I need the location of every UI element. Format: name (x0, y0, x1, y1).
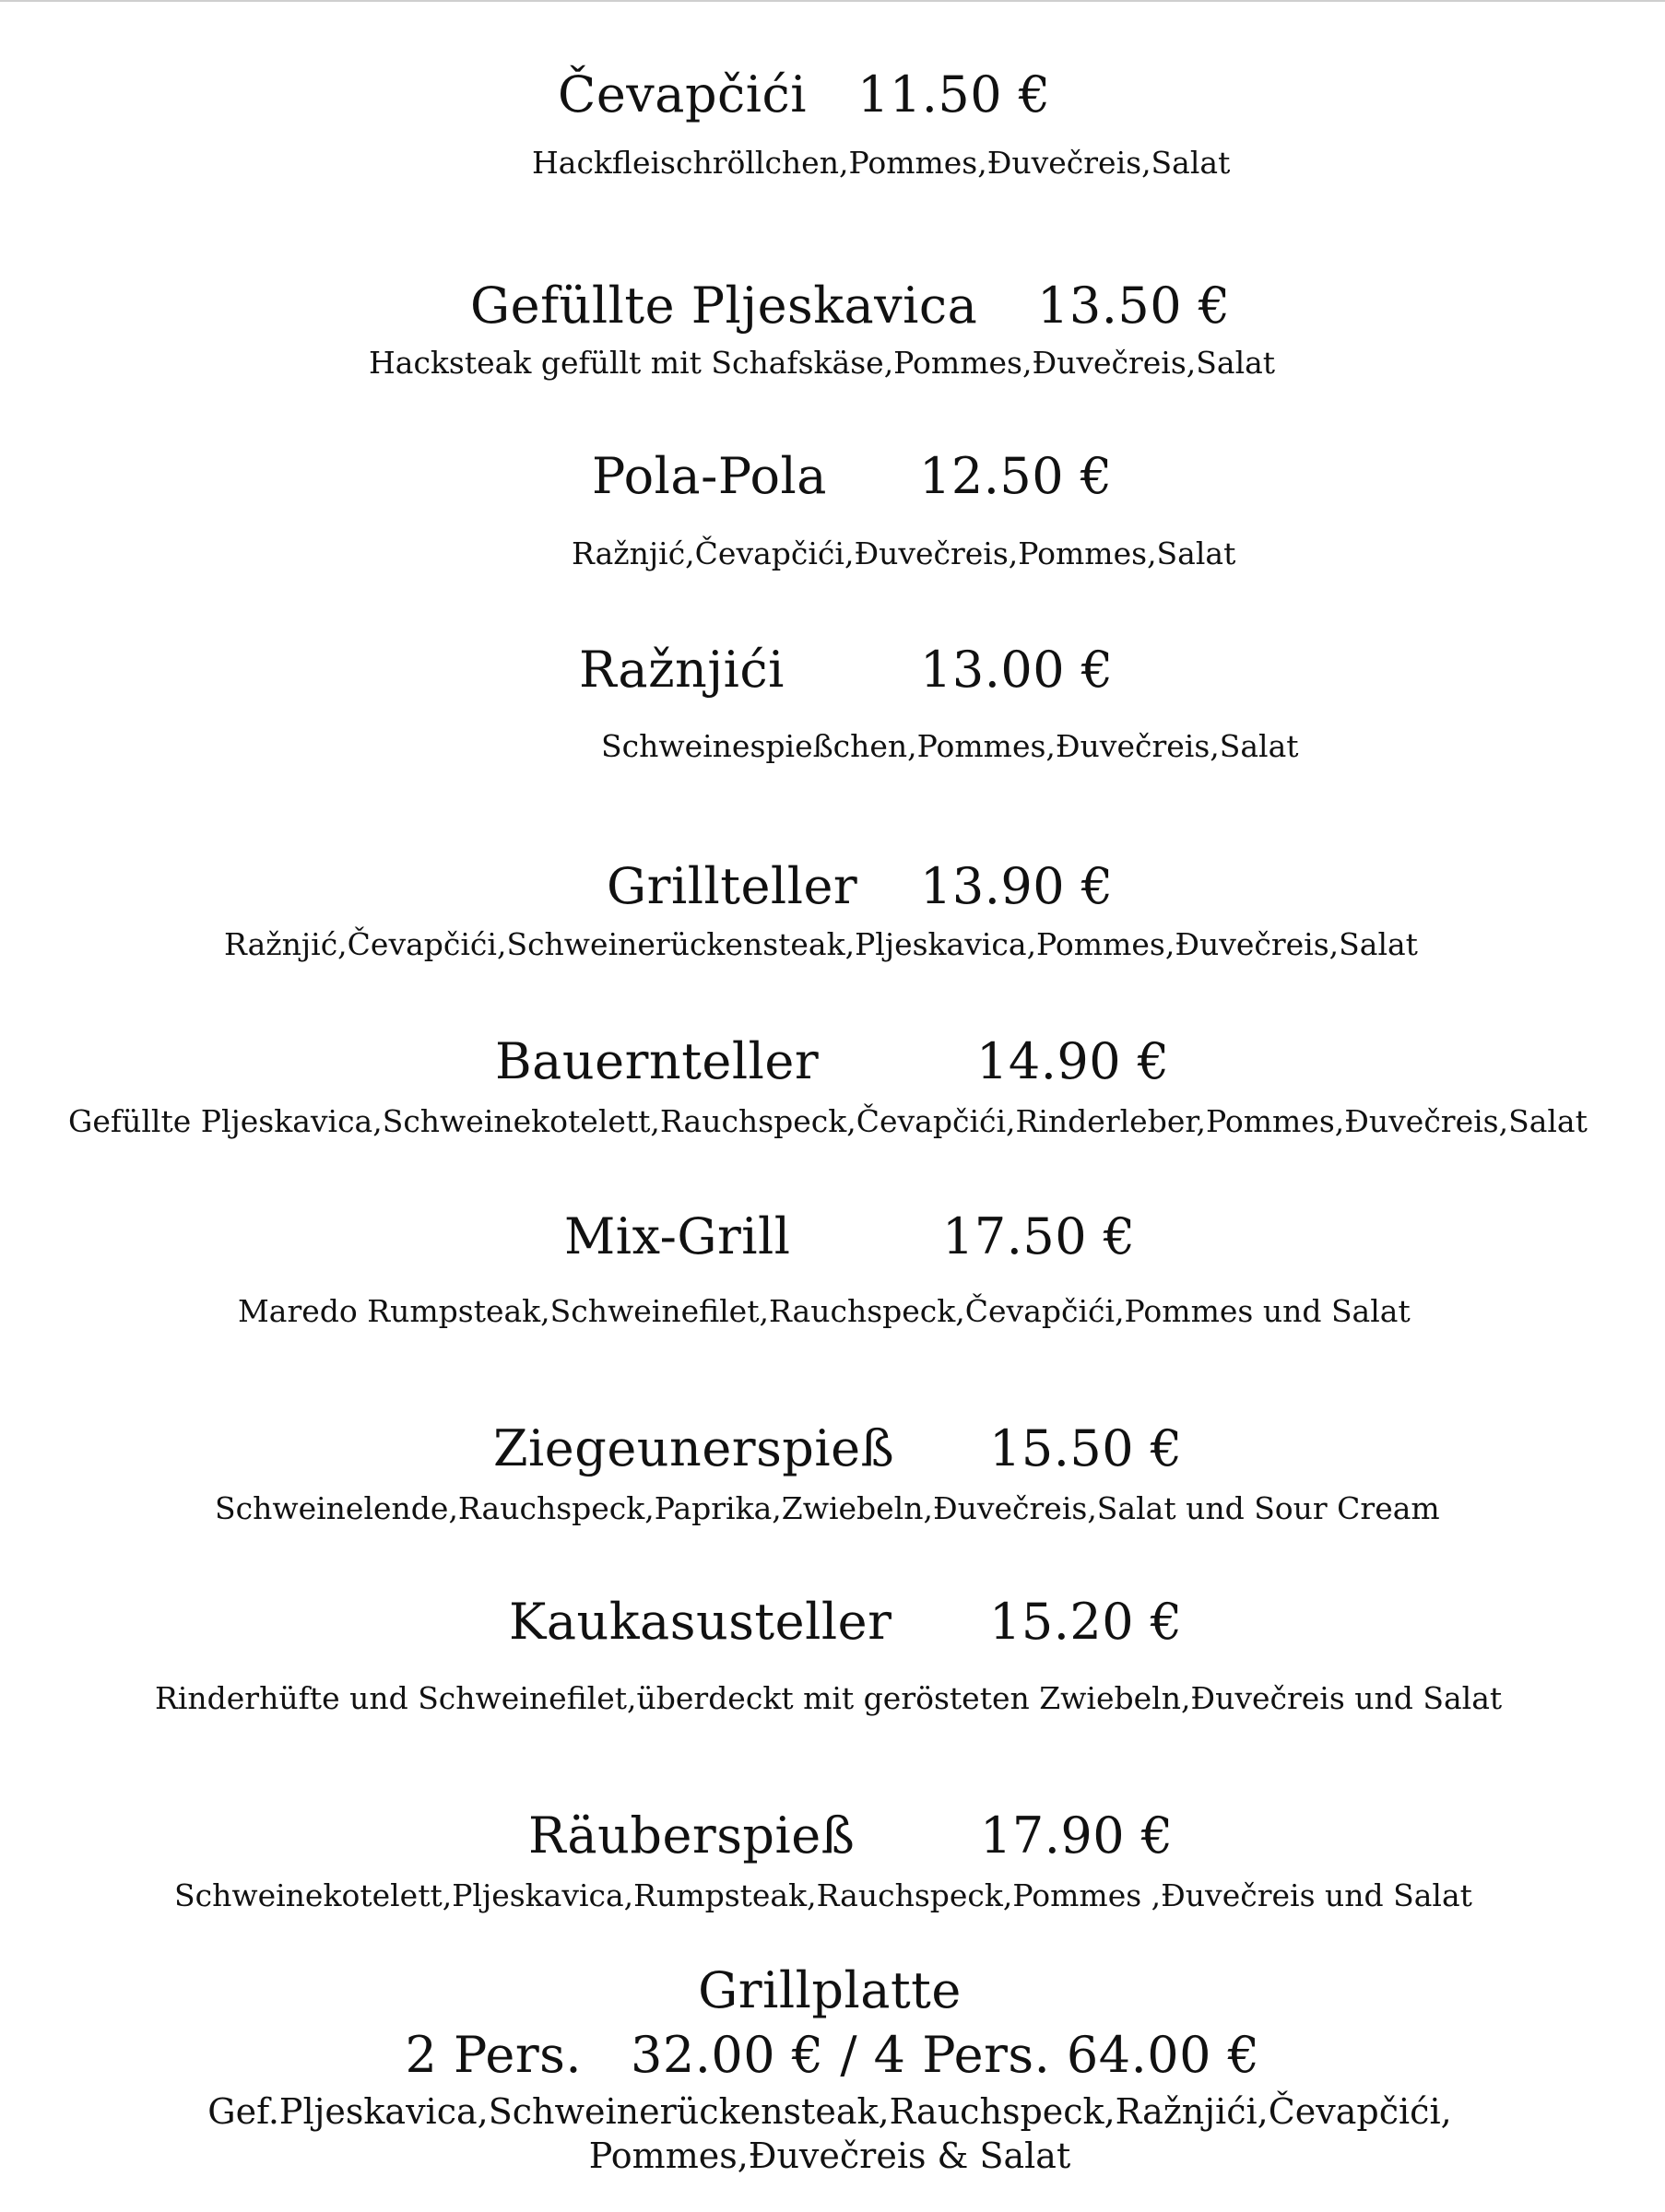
item-price: 14.90 € (976, 1032, 1170, 1090)
menu-item-title (592, 447, 1113, 505)
menu-item-title (493, 1419, 1183, 1477)
item-name: Ražnjići (579, 641, 785, 699)
top-divider (0, 0, 1665, 2)
item-description: Rinderhüfte und Schweinefilet,überdeckt mit gerösteten Zwiebeln,Đuvečreis und Salat (155, 1680, 1503, 1716)
grillplatte-description-line-2: Pommes,Đuvečreis & Salat (588, 2136, 1071, 2176)
item-description: Schweinespießchen,Pommes,Đuvečreis,Salat (601, 728, 1299, 764)
grillplatte-description-line-1: Gef.Pljeskavica,Schweinerückensteak,Rauchspeck,Ražnjići,Čevapčići, (207, 2091, 1452, 2132)
item-name: Grillteller (607, 857, 858, 915)
grillplatte-prices: 2 Pers. 32.00 € / 4 Pers. 64.00 € (405, 2026, 1260, 2084)
item-name: Räuberspieß (528, 1806, 856, 1865)
item-price: 13.90 € (920, 857, 1114, 915)
item-price: 11.50 € (857, 65, 1051, 124)
item-name: Gefüllte Pljeskavica (470, 276, 978, 335)
item-description: Gefüllte Pljeskavica,Schweinekotelett,Rauchspeck,Čevapčići,Rinderleber,Pommes,Đuvečreis,Salat (68, 1103, 1588, 1139)
item-description: Schweinelende,Rauchspeck,Paprika,Zwiebeln,Đuvečreis,Salat und Sour Cream (215, 1490, 1440, 1526)
item-name: Bauernteller (495, 1032, 820, 1090)
item-description: Maredo Rumpsteak,Schweinefilet,Rauchspeck,Čevapčići,Pommes und Salat (238, 1293, 1411, 1329)
item-description: Hacksteak gefüllt mit Schafskäse,Pommes,Đuvečreis,Salat (369, 345, 1276, 381)
menu-item-title (470, 276, 1231, 335)
item-price: 15.20 € (989, 1593, 1183, 1651)
item-price: 15.50 € (989, 1419, 1183, 1477)
menu-item-title (558, 65, 1051, 124)
item-name: Čevapčići (558, 65, 808, 124)
item-price: 13.00 € (920, 641, 1114, 699)
item-description: Ražnjić,Čevapčići,Đuvečreis,Pommes,Salat (572, 535, 1236, 571)
item-name: Ziegeunerspieß (493, 1419, 895, 1477)
item-name: Mix-Grill (564, 1207, 791, 1265)
menu-item-title (495, 1032, 1170, 1090)
item-price: 17.90 € (980, 1806, 1174, 1865)
menu-item-title (509, 1593, 1183, 1651)
menu-item-title (564, 1207, 1136, 1265)
item-name: Pola-Pola (592, 447, 827, 505)
menu-item-title (607, 857, 1114, 915)
item-description: Ražnjić,Čevapčići,Schweinerückensteak,Pljeskavica,Pommes,Đuvečreis,Salat (224, 926, 1418, 962)
grillplatte-title: Grillplatte (698, 1961, 962, 2019)
item-price: 17.50 € (942, 1207, 1136, 1265)
item-price: 13.50 € (1037, 276, 1231, 335)
item-name: Kaukasusteller (509, 1593, 892, 1651)
menu-item-title (528, 1806, 1174, 1865)
item-description: Hackfleischröllchen,Pommes,Đuvečreis,Salat (532, 145, 1231, 181)
menu-item-title (579, 641, 1114, 699)
item-price: 12.50 € (919, 447, 1113, 505)
item-description: Schweinekotelett,Pljeskavica,Rumpsteak,Rauchspeck,Pommes ,Đuvečreis und Salat (174, 1877, 1472, 1913)
